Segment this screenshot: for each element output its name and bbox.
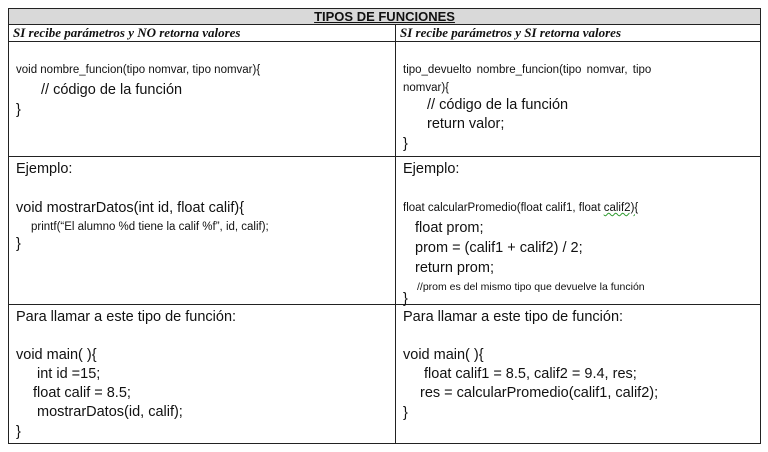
example-signature-underlined: calif2){ [603, 202, 639, 214]
example-label: Ejemplo: [16, 161, 73, 177]
header-with-return: SI recibe parámetros y SI retorna valores [396, 25, 761, 42]
syntax-line: void nombre_funcion(tipo nomvar, tipo nomvar){ [16, 64, 261, 76]
call-code-line: mostrarDatos(id, calif); [37, 404, 183, 420]
call-main: void main( ){ [403, 347, 484, 363]
syntax-no-return-cell [9, 42, 396, 157]
example-label: Ejemplo: [403, 161, 460, 177]
call-code-line: res = calcularPromedio(calif1, calif2); [420, 385, 659, 401]
call-label: Para llamar a este tipo de función: [16, 309, 237, 325]
example-close-brace: } [403, 291, 408, 307]
table-title: TIPOS DE FUNCIONES [9, 9, 761, 25]
syntax-with-return-cell [396, 42, 761, 157]
example-no-return-cell [9, 157, 396, 305]
call-label: Para llamar a este tipo de función: [403, 309, 624, 325]
example-signature [403, 202, 638, 214]
call-code-line: float calif = 8.5; [33, 385, 131, 401]
syntax-close-brace: } [16, 102, 21, 118]
example-with-return-cell [396, 157, 761, 305]
example-close-brace: } [16, 236, 21, 252]
example-signature: void mostrarDatos(int id, float calif){ [16, 200, 245, 216]
syntax-line: nomvar){ [403, 82, 450, 94]
syntax-comment: // código de la función [41, 82, 183, 98]
call-code-line: int id =15; [37, 366, 101, 382]
example-code-line: prom = (calif1 + calif2) / 2; [415, 240, 583, 256]
example-printf: printf(“El alumno %d tiene la calif %f”, id, calif); [31, 221, 269, 233]
call-with-return-cell [396, 305, 761, 444]
call-close-brace: } [16, 424, 21, 440]
call-close-brace: } [403, 405, 408, 421]
call-code-line: float calif1 = 8.5, calif2 = 9.4, res; [424, 366, 637, 382]
functions-table [8, 8, 761, 444]
header-no-return: SI recibe parámetros y NO retorna valores [9, 25, 396, 42]
example-comment: //prom es del mismo tipo que devuelve la función [417, 281, 645, 293]
example-code-line: float prom; [415, 220, 484, 236]
call-main: void main( ){ [16, 347, 97, 363]
syntax-close-brace: } [403, 136, 408, 152]
syntax-return: return valor; [427, 116, 505, 132]
syntax-line: tipo_devuelto nombre_funcion(tipo nomvar, tipo [403, 64, 652, 76]
syntax-comment: // código de la función [427, 97, 569, 113]
call-no-return-cell [9, 305, 396, 444]
example-signature-part: float calcularPromedio(float calif1, float [403, 202, 604, 214]
example-code-line: return prom; [415, 260, 494, 276]
